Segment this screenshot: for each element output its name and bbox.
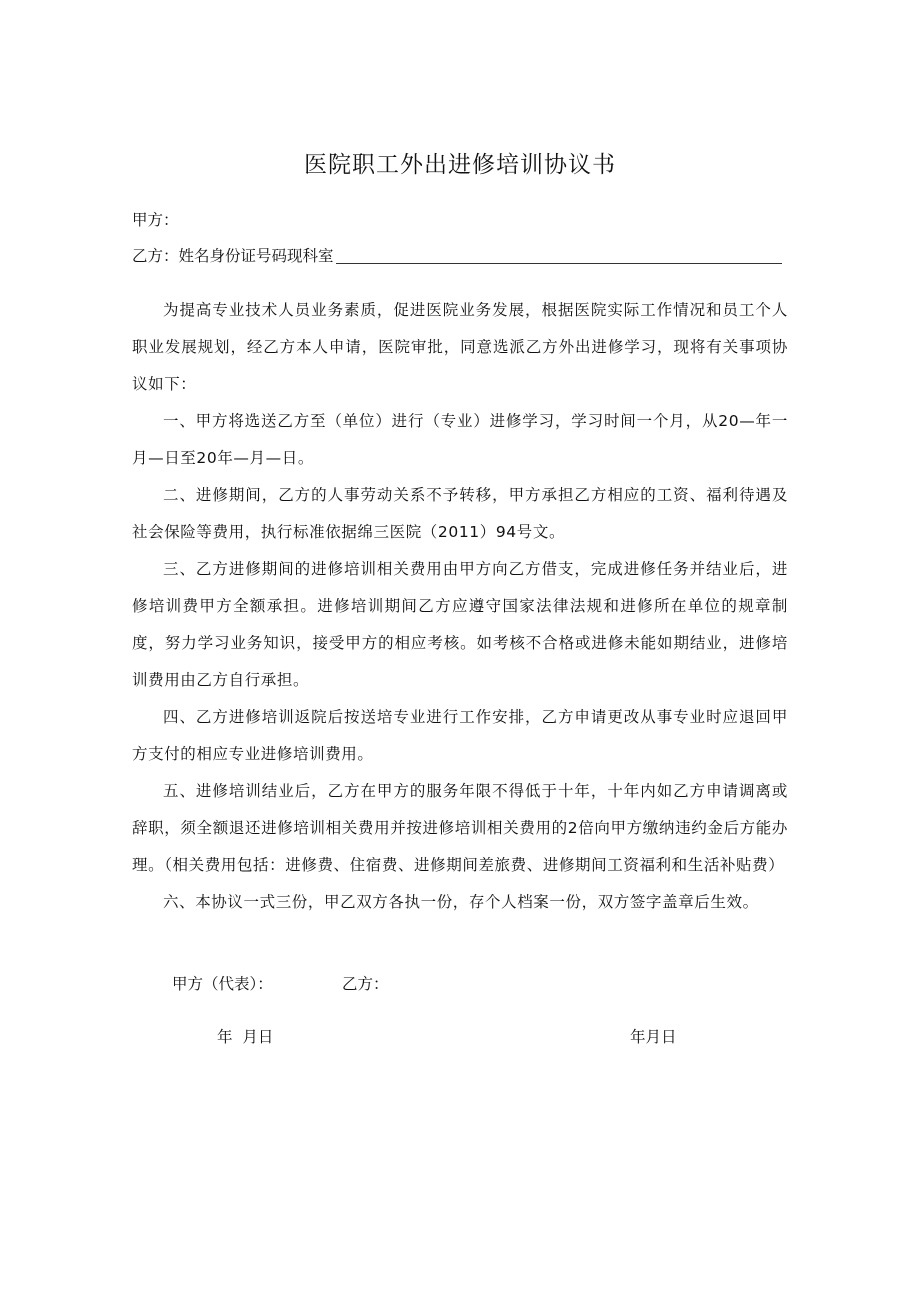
party-b-signature-label: 乙方：: [342, 975, 389, 993]
party-a-line: 甲方：: [132, 211, 179, 229]
party-b-line: [132, 244, 782, 268]
clause-3: 三、乙方进修期间的进修培训相关费用由甲方向乙方借支，完成进修任务并结业后，进修培训费甲方全额承担。进修培训期间乙方应遵守国家法律法规和进修所在单位的规章制度，努力学习业务知识，接受甲方的相应考核。如考核不合格或进修未能如期结业，进修培训费用由乙方自行承担。: [132, 560, 788, 689]
clause-1: 一、甲方将选送乙方至（单位）进行（专业）进修学习，学习时间一个月，从20—年一月—日至20年—月—日。: [132, 412, 788, 467]
party-a-date: 年 月日: [217, 1028, 274, 1046]
intro-paragraph: 为提高专业技术人员业务素质，促进医院业务发展，根据医院实际工作情况和员工个人职业发展规划，经乙方本人申请，医院审批，同意选派乙方外出进修学习，现将有关事项协议如下：: [132, 301, 788, 393]
party-b-fill-underline: [336, 245, 782, 264]
clause-5: 五、进修培训结业后，乙方在甲方的服务年限不得低于十年，十年内如乙方申请调离或辞职，须全额退还进修培训相关费用并按进修培训相关费用的2倍向甲方缴纳违约金后方能办理。（相关费用包括：进修费、住宿费、进修期间差旅费、进修期间工资福利和生活补贴费）: [132, 782, 788, 874]
party-b-label: 乙方：姓名身份证号码现科室: [132, 247, 334, 265]
document-title: 医院职工外出进修培训协议书: [304, 152, 616, 178]
clause-2: 二、进修期间，乙方的人事劳动关系不予转移，甲方承担乙方相应的工资、福利待遇及社会保险等费用，执行标准依据绵三医院（2011）94号文。: [132, 486, 788, 541]
clause-6: 六、本协议一式三份，甲乙双方各执一份，存个人档案一份，双方签字盖章后生效。: [163, 893, 759, 911]
party-a-signature-label: 甲方（代表）：: [172, 975, 273, 993]
agreement-body: [132, 292, 788, 921]
clause-4: 四、乙方进修培训返院后按送培专业进行工作安排，乙方申请更改从事专业时应退回甲方支付的相应专业进修培训费用。: [132, 708, 788, 763]
party-b-date: 年月日: [630, 1028, 677, 1046]
